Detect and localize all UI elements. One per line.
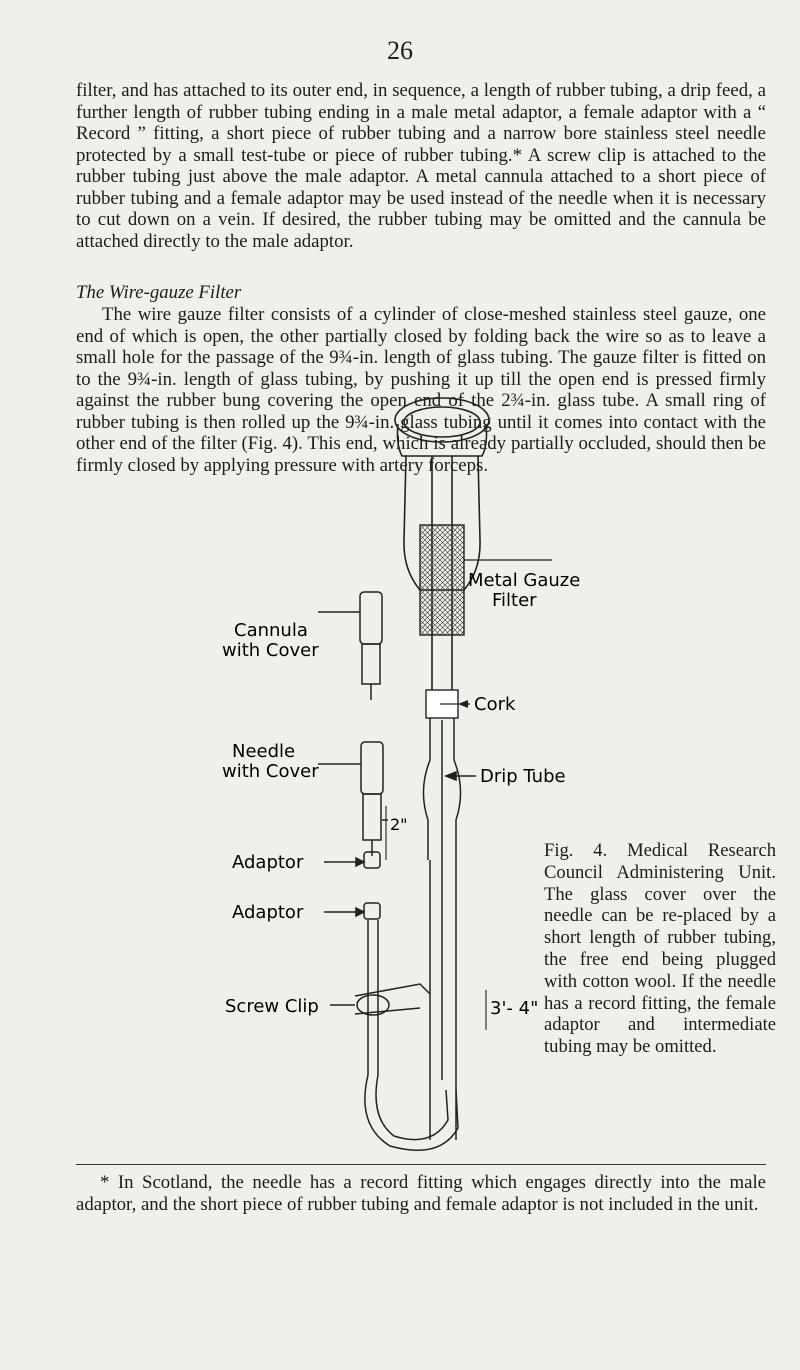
- body-paragraph-1: filter, and has attached to its outer end, in sequence, a length of rubber tubing, a drip feed, a further length of rubber tubing ending in a male metal adaptor, a female adaptor with a “ Record ” fitting, a short piece of rubber tubing and a narrow bore stainless steel needle protected by a small test-tube or piece of rubber tubing.* A screw clip is attached to the rubber tubing just above the male adaptor. A metal cannula attached to a short piece of rubber tubing and a female adaptor may be used instead of the needle when it is necessary to cut down on a vein. If desired, the rubber tubing may be omitted and the cannula be attached directly to the male adaptor.: [76, 80, 766, 252]
- cannula-with-cover: [318, 592, 382, 700]
- label-needle-line1: Needle: [232, 741, 296, 762]
- figure-caption: Fig. 4. Medical Research Council Administering Unit. The glass cover over the needle can be re-placed by a short length of rubber tubing, the free end being plugged with cotton wool. If the needle has a record fitting, the female adaptor and intermediate tubing may be omitted.: [544, 840, 776, 1058]
- label-dimension-3-4ft: 3'- 4": [490, 998, 539, 1019]
- label-cannula-line2: with Cover: [222, 640, 319, 661]
- metal-gauze-filter: [420, 525, 552, 635]
- label-needle-line2: with Cover: [222, 761, 319, 782]
- label-adaptor-1: Adaptor: [232, 852, 304, 873]
- drip-tube: [423, 718, 476, 1140]
- label-drip-tube: Drip Tube: [480, 766, 566, 787]
- label-screw-clip: Screw Clip: [225, 996, 319, 1017]
- footnote-rule: [76, 1164, 766, 1165]
- label-adaptor-2: Adaptor: [232, 902, 304, 923]
- footnote: * In Scotland, the needle has a record fitting which engages directly into the male adaptor, and the short piece of rubber tubing and female adaptor is not included in the unit.: [76, 1172, 766, 1215]
- label-cannula-line1: Cannula: [234, 620, 308, 641]
- label-dimension-2in: 2": [390, 815, 408, 834]
- cork: [426, 690, 470, 718]
- label-metal-gauze-line2: Filter: [492, 590, 537, 611]
- needle-with-cover: [318, 742, 388, 856]
- rubber-tubing: [368, 920, 378, 1075]
- section-heading: The Wire-gauze Filter: [76, 282, 242, 303]
- bottom-tubing-loop: [365, 1075, 458, 1150]
- body-paragraph-2: The wire gauze filter consists of a cylinder of close-meshed stainless steel gauze, one end of which is open, the other partially closed by folding back the wire so as to leave a small hole for the passage of the 9¾-in. length of glass tubing. The gauze filter is fitted on to the 9¾-in. length of glass tubing, by pushing it up till the open end is pressed firmly against the rubber bung covering the open end of the 2¾-in. glass tube. A small ring of rubber tubing is then rolled up the 9¾-in. glass tubing until it comes into contact with the other end of the filter (Fig. 4). This end, which is already partially occluded, should then be firmly closed by applying pressure with artery forceps.: [76, 304, 766, 476]
- adaptors: [324, 852, 380, 919]
- screw-clip: [330, 984, 430, 1015]
- page-number: 26: [387, 36, 413, 65]
- label-metal-gauze-line1: Metal Gauze: [468, 570, 581, 591]
- label-cork: Cork: [474, 694, 516, 715]
